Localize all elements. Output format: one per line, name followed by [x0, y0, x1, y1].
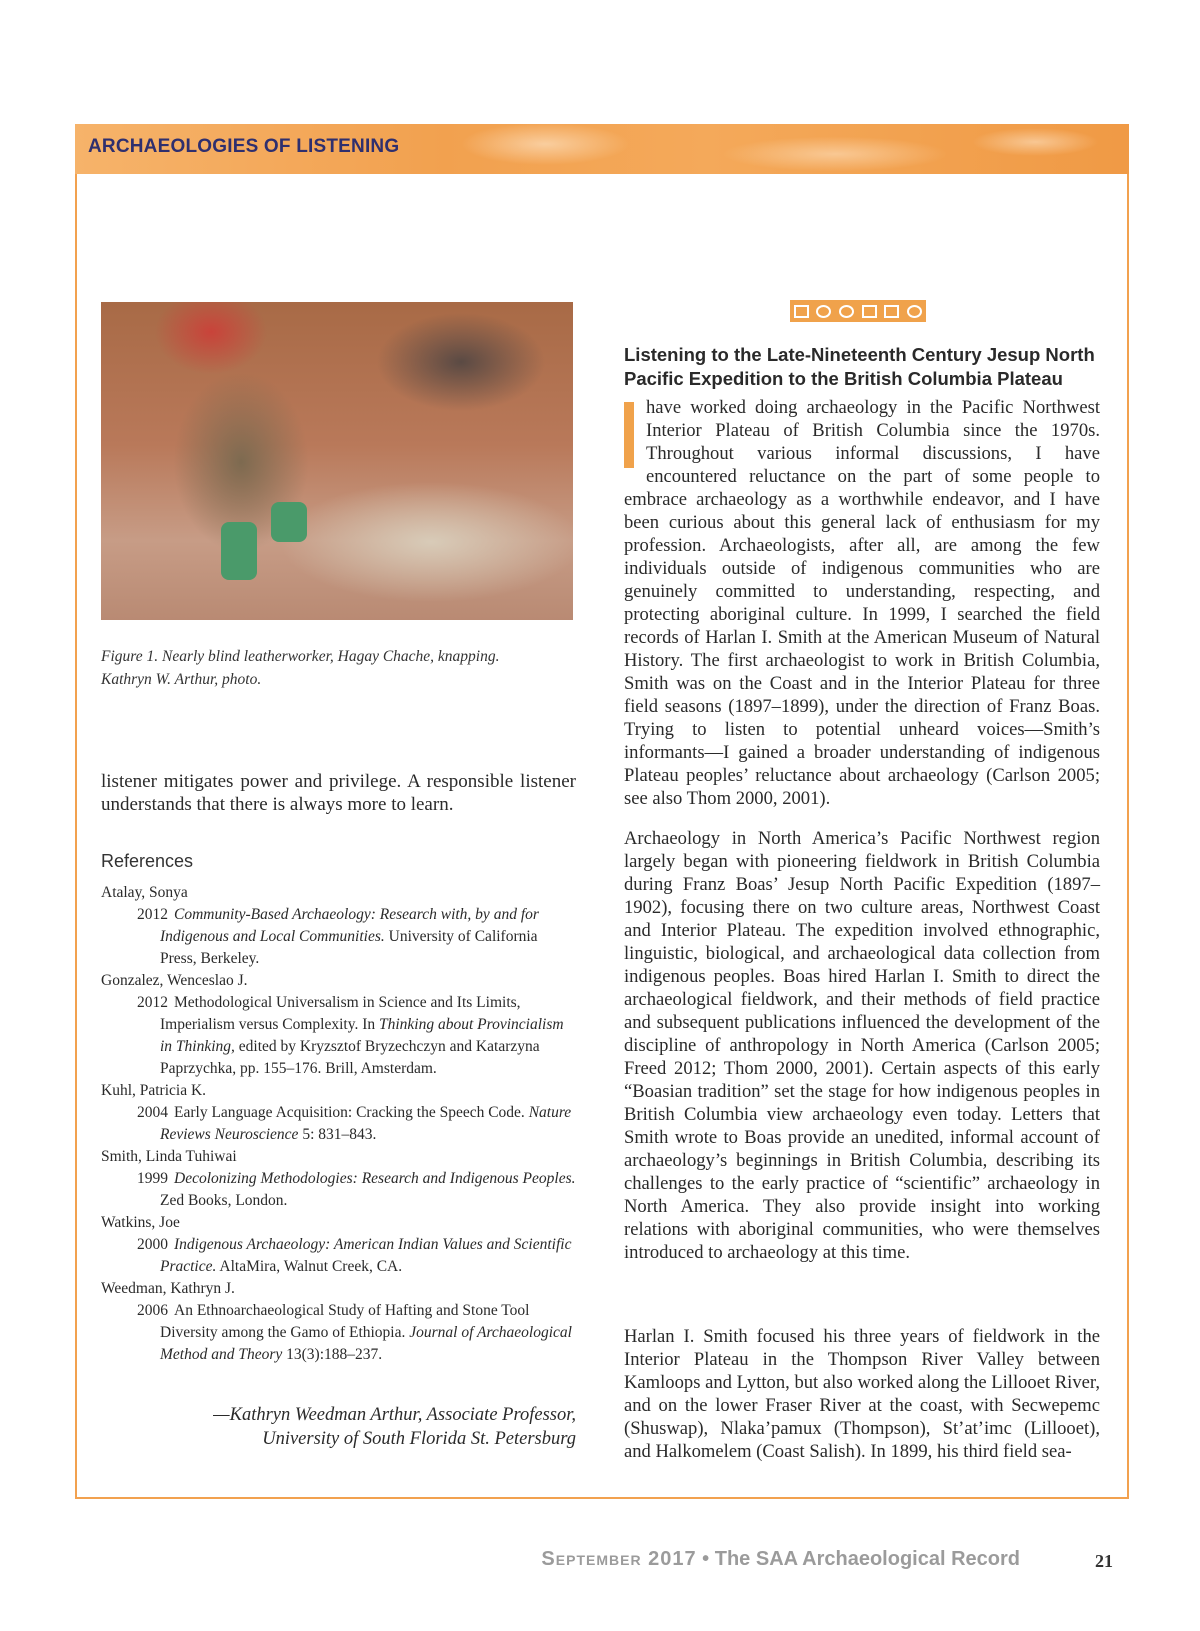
references-heading: References: [101, 851, 194, 871]
reference-year: 1999: [137, 1170, 168, 1187]
reference-author: Atalay, Sonya: [101, 884, 188, 901]
figure-photo: [101, 302, 573, 620]
page-number: 21: [1095, 1551, 1113, 1571]
reference-text: AltaMira, Walnut Creek, CA.: [216, 1258, 403, 1275]
article-body-para3: [624, 1325, 1100, 1463]
reference-author: Kuhl, Patricia K.: [101, 1082, 207, 1099]
article-title: Listening to the Late-Nineteenth Century Jesup North Pacific Expedition to the British Columbia Plateau: [624, 344, 1095, 389]
reference-text: 5: 831–843.: [298, 1126, 377, 1143]
figure-caption-line: Figure 1. Nearly blind leatherworker, Hagay Chache, knapping.: [101, 648, 500, 665]
reference-title: Thinking about Provincialism in Thinking,: [160, 1016, 564, 1055]
reference-year: 2000: [137, 1236, 168, 1253]
closing-paragraph: listener mitigates power and privilege. A responsible listener understands that there is always more to learn.: [101, 771, 576, 815]
reference-entry: [137, 1168, 576, 1212]
reference-text: Zed Books, London.: [160, 1192, 288, 1209]
dropcap: [624, 402, 634, 468]
reference-title: Journal of Archaeological Method and Theory: [160, 1324, 572, 1363]
reference-title: Nature Reviews Neuroscience: [160, 1104, 572, 1143]
reference-text: Early Language Acquisition: Cracking the Speech Code.: [174, 1104, 529, 1121]
article-body-para2: [624, 827, 1100, 1264]
reference-author: Watkins, Joe: [101, 1214, 180, 1231]
reference-text: Methodological Universalism in Science and Its Limits, Imperialism versus Complexity. In: [160, 994, 521, 1033]
reference-title: Decolonizing Methodologies: Research and Indigenous Peoples.: [174, 1170, 576, 1187]
references-list: [101, 882, 576, 1366]
footer-issue-line: [541, 1548, 1020, 1571]
reference-year: 2012: [137, 906, 168, 923]
article-body-para1: [624, 396, 1100, 810]
reference-text: University of California Press, Berkeley.: [160, 928, 538, 967]
reference-year: 2006: [137, 1302, 168, 1319]
author-signature: [101, 1403, 576, 1451]
footer-publication: The SAA Archaeological Record: [714, 1548, 1020, 1570]
paragraph-text: Harlan I. Smith focused his three years of fieldwork in the Interior Plateau in the Thompson River Valley between Kamloops and Lytton, but also worked along the Lillooet River, and on the lower Fraser River at the coast, with Secwepemc (Shuswap), Nlaka’pamux (Thompson), St’at’imc (Lillooet), and Halkomelem (Coast Salish). In 1899, his third field sea-: [624, 1326, 1100, 1462]
reference-title: Community-Based Archaeology: Research with, by and for Indigenous and Local Communities.: [160, 906, 539, 945]
section-header-band: [75, 124, 1129, 174]
footer-bullet: •: [696, 1548, 715, 1570]
photo-detail: [271, 502, 307, 542]
reference-title: Indigenous Archaeology: American Indian Values and Scientific Practice.: [160, 1236, 572, 1275]
reference-entry: [137, 904, 576, 970]
reference-author: Weedman, Kathryn J.: [101, 1280, 235, 1297]
reference-text: An Ethnoarchaeological Study of Hafting and Stone Tool Diversity among the Gamo of Ethiopia.: [160, 1302, 530, 1341]
figure-caption-line: Kathryn W. Arthur, photo.: [101, 671, 262, 688]
reference-entry: [137, 1234, 576, 1278]
reference-entry: [137, 992, 576, 1080]
reference-author: Smith, Linda Tuhiwai: [101, 1148, 237, 1165]
signature-line: —Kathryn Weedman Arthur, Associate Professor,: [213, 1405, 576, 1425]
footer-issue: September 2017: [541, 1548, 697, 1570]
ornament-divider: [790, 300, 926, 322]
signature-line: University of South Florida St. Petersburg: [262, 1429, 576, 1449]
reference-author: Gonzalez, Wenceslao J.: [101, 972, 248, 989]
section-title: ARCHAEOLOGIES OF LISTENING: [88, 136, 400, 157]
photo-detail: [221, 522, 257, 580]
reference-entry: [137, 1300, 576, 1366]
reference-year: 2012: [137, 994, 168, 1011]
paragraph-text: have worked doing archaeology in the Pacific Northwest Interior Plateau of British Columbia since the 1970s. Throughout various informal discussions, I have encountered reluctance on the part of some people to embrace archaeology as a worthwhile endeavor, and I have been curious about this general lack of enthusiasm for my profession. Archaeologists, after all, are among the few individuals outside of indigenous communities who are genuinely committed to understanding, respecting, and protecting aboriginal culture. In 1999, I searched the field records of Harlan I. Smith at the American Museum of Natural History. The first archaeologist to work in British Columbia, Smith was on the Coast and in the Interior Plateau for three field seasons (1897–1899), under the direction of Franz Boas. Trying to listen to potential unheard voices—Smith’s informants—I gained a broader understanding of indigenous Plateau peoples’ reluctance about archaeology (Carlson 2005; see also Thom 2000, 2001).: [624, 397, 1100, 809]
reference-year: 2004: [137, 1104, 168, 1121]
figure-caption: [101, 645, 571, 691]
reference-entry: [137, 1102, 576, 1146]
paragraph-text: Archaeology in North America’s Pacific Northwest region largely began with pioneering fieldwork in British Columbia during Franz Boas’ Jesup North Pacific Expedition (1897–1902), focusing there on two culture areas, Northwest Coast and Interior Plateau. The expedition involved ethnographic, linguistic, biological, and archaeological data collection from indigenous peoples. Boas hired Harlan I. Smith to direct the archaeological fieldwork, and their methods of field practice and subsequent publications influenced the development of the discipline of anthropology in North America (Carlson 2005; Freed 2012; Thom 2000, 2001). Certain aspects of this early “Boasian tradition” set the stage for how indigenous peoples in British Columbia view archaeology even today. Letters that Smith wrote to Boas provide an unedited, informal account of archaeology’s beginnings in British Columbia, describing its challenges to the early practice of “scientific” archaeology in North America. They also provide insight into working relations with aboriginal communities, who were themselves introduced to archaeology at this time.: [624, 828, 1100, 1263]
reference-text: edited by Kryzsztof Bryzechczyn and Katarzyna Paprzychka, pp. 155–176. Brill, Amsterdam.: [160, 1038, 540, 1077]
reference-text: 13(3):188–237.: [282, 1346, 383, 1363]
